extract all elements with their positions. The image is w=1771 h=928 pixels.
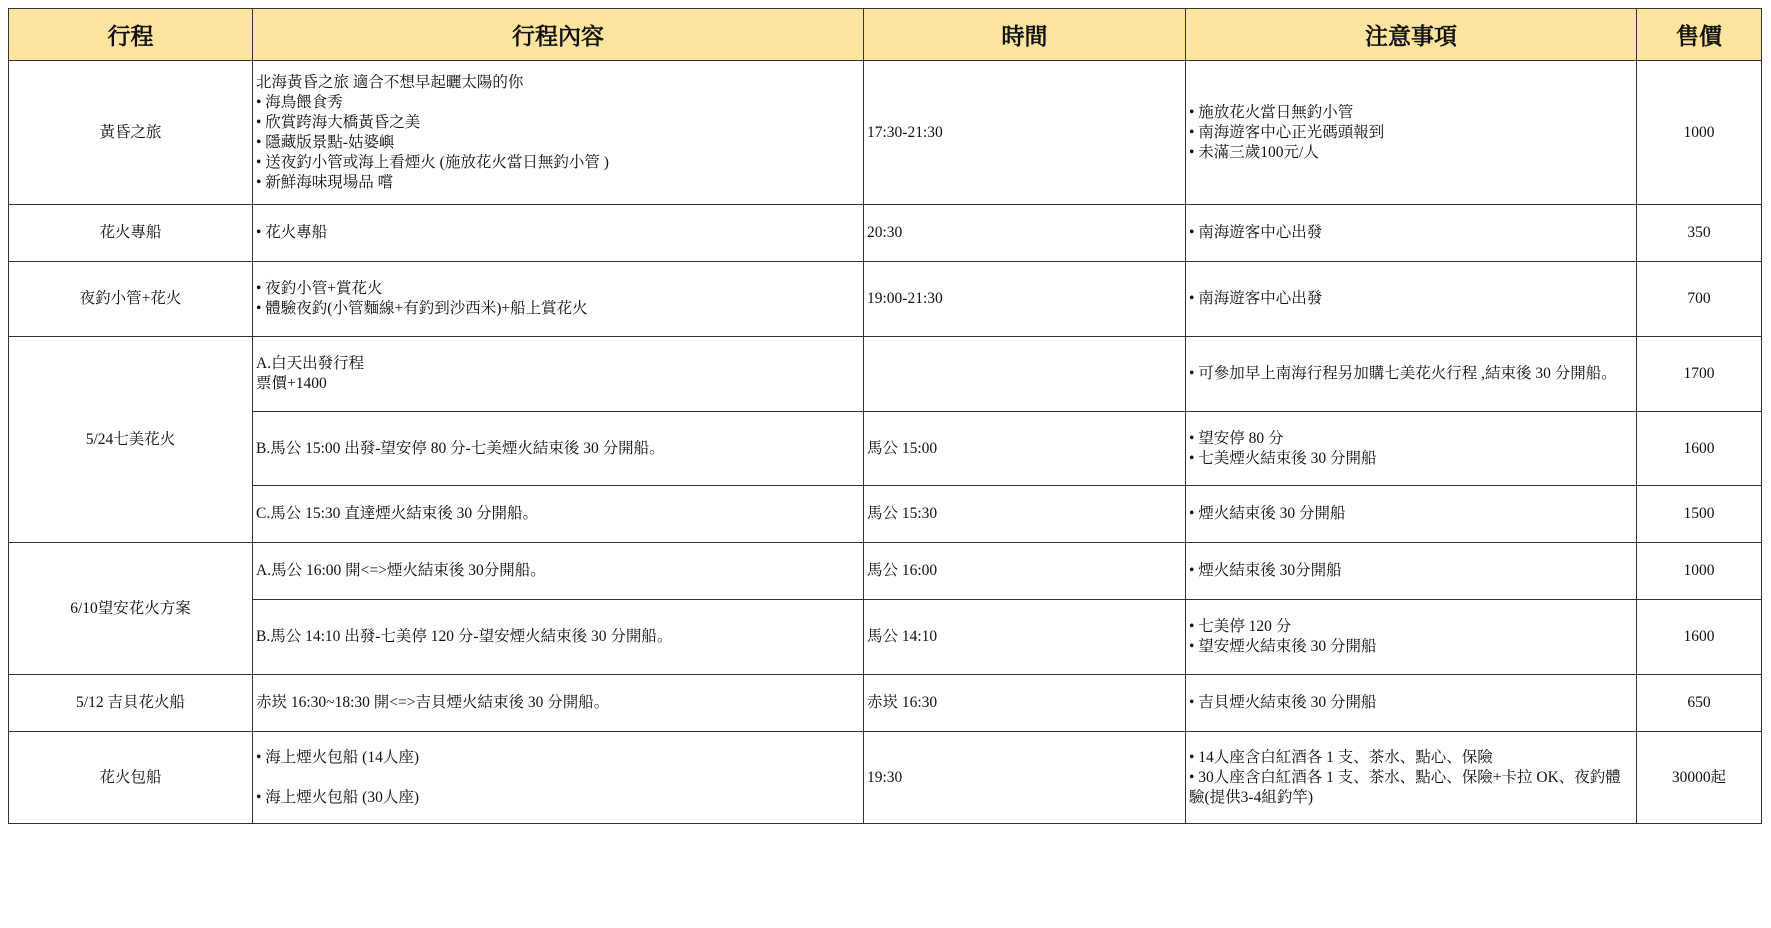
tour-content-cell-line: • 海上煙火包船 (14人座) — [256, 748, 420, 766]
tour-notes-cell-line: • 14人座含白紅酒各 1 支、茶水、點心、保險 — [1189, 748, 1493, 766]
tour-time-cell: 馬公 16:00 — [864, 543, 1186, 600]
tour-notes-cell-line: • 南海遊客中心正光碼頭報到 — [1189, 123, 1385, 141]
tour-time-cell: 19:00-21:30 — [864, 262, 1186, 337]
header-notes: 注意事項 — [1186, 9, 1637, 61]
tour-content-cell — [253, 732, 864, 824]
tour-name-cell: 6/10望安花火方案 — [9, 543, 253, 675]
tour-name-cell: 花火包船 — [9, 732, 253, 824]
tour-notes-cell-line: • 可參加早上南海行程另加購七美花火行程 ,結束後 30 分開船。 — [1189, 365, 1617, 382]
tour-notes-cell — [1186, 486, 1637, 543]
tour-name-cell: 5/12 吉貝花火船 — [9, 675, 253, 732]
tour-price-cell: 700 — [1637, 262, 1762, 337]
table-row — [9, 543, 1762, 600]
tour-notes-cell-line: • 未滿三歲100元/人 — [1189, 143, 1319, 161]
header-content: 行程內容 — [253, 9, 864, 61]
table-body — [9, 61, 1762, 824]
tour-content-cell — [253, 600, 864, 675]
tour-content-cell — [253, 337, 864, 412]
tour-name-cell: 花火專船 — [9, 205, 253, 262]
tour-price-cell: 1700 — [1637, 337, 1762, 412]
table-row — [9, 486, 1762, 543]
table-row — [9, 412, 1762, 486]
tour-content-cell — [253, 205, 864, 262]
tour-time-cell: 17:30-21:30 — [864, 61, 1186, 205]
table-row — [9, 675, 1762, 732]
tour-content-cell-line — [256, 768, 860, 788]
tour-notes-cell-line: • 煙火結束後 30分開船 — [1189, 562, 1342, 579]
tour-price-cell: 350 — [1637, 205, 1762, 262]
tour-time-cell: 馬公 15:30 — [864, 486, 1186, 543]
tour-notes-cell-line: • 30人座含白紅酒各 1 支、茶水、點心、保險+卡拉 OK、夜釣體驗(提供3-4組釣竿) — [1189, 768, 1621, 806]
tour-price-cell: 650 — [1637, 675, 1762, 732]
tour-notes-cell-line: • 吉貝煙火結束後 30 分開船 — [1189, 694, 1377, 711]
tour-time-cell: 赤崁 16:30 — [864, 675, 1186, 732]
tour-content-cell-line: A.馬公 16:00 開<=>煙火結束後 30分開船。 — [256, 562, 546, 579]
tour-time-cell — [864, 337, 1186, 412]
tour-content-cell-line: • 花火專船 — [256, 224, 328, 241]
tour-notes-cell-line: • 煙火結束後 30 分開船 — [1189, 505, 1346, 522]
tour-content-cell-line: B.馬公 14:10 出發-七美停 120 分-望安煙火結束後 30 分開船。 — [256, 628, 673, 645]
tour-content-cell-line: • 新鮮海味現場品 嚐 — [256, 173, 394, 191]
tour-price-cell: 1600 — [1637, 412, 1762, 486]
tour-content-cell — [253, 675, 864, 732]
tour-name-cell: 5/24七美花火 — [9, 337, 253, 543]
tour-content-cell — [253, 486, 864, 543]
tour-time-cell: 19:30 — [864, 732, 1186, 824]
tour-notes-cell — [1186, 262, 1637, 337]
tour-name-cell: 黃昏之旅 — [9, 61, 253, 205]
tour-time-cell: 馬公 14:10 — [864, 600, 1186, 675]
tour-price-cell: 1000 — [1637, 61, 1762, 205]
tour-time-cell: 20:30 — [864, 205, 1186, 262]
tour-price-cell: 1500 — [1637, 486, 1762, 543]
tour-content-cell — [253, 262, 864, 337]
header-price: 售價 — [1637, 9, 1762, 61]
tour-content-cell-line: A.白天出發行程 — [256, 355, 365, 372]
header-time: 時間 — [864, 9, 1186, 61]
tour-notes-cell — [1186, 337, 1637, 412]
table-row — [9, 205, 1762, 262]
tour-time-cell: 馬公 15:00 — [864, 412, 1186, 486]
tour-content-cell-line: 票價+1400 — [256, 375, 327, 392]
tour-content-cell-line: • 體驗夜釣(小管麵線+有釣到沙西米)+船上賞花火 — [256, 300, 588, 317]
tour-price-cell: 30000起 — [1637, 732, 1762, 824]
tour-notes-cell-line: • 南海遊客中心出發 — [1189, 290, 1323, 307]
tour-notes-cell-line: • 施放花火當日無釣小管 — [1189, 103, 1354, 121]
tour-notes-cell-line: • 七美停 120 分 — [1189, 618, 1292, 635]
table-row — [9, 600, 1762, 675]
table-row — [9, 61, 1762, 205]
tour-content-cell-line: • 送夜釣小管或海上看煙火 (施放花火當日無釣小管 ) — [256, 153, 609, 171]
tour-price-cell: 1600 — [1637, 600, 1762, 675]
tour-notes-cell — [1186, 543, 1637, 600]
header-row — [9, 9, 1762, 61]
table-row — [9, 732, 1762, 824]
tour-content-cell-line: 赤崁 16:30~18:30 開<=>吉貝煙火結束後 30 分開船。 — [256, 694, 610, 711]
tour-content-cell-line: • 隱藏版景點-姑婆嶼 — [256, 133, 395, 151]
tour-notes-cell-line: • 南海遊客中心出發 — [1189, 224, 1323, 241]
tour-price-table — [8, 8, 1762, 824]
tour-content-cell-line: • 夜釣小管+賞花火 — [256, 280, 383, 297]
tour-notes-cell — [1186, 61, 1637, 205]
tour-content-cell — [253, 543, 864, 600]
tour-notes-cell-line: • 望安煙火結束後 30 分開船 — [1189, 638, 1377, 655]
tour-content-cell-line: • 海上煙火包船 (30人座) — [256, 788, 420, 806]
tour-name-cell: 夜釣小管+花火 — [9, 262, 253, 337]
tour-content-cell-line: 北海黃昏之旅 適合不想早起曬太陽的你 — [256, 73, 524, 91]
tour-content-cell-line: C.馬公 15:30 直達煙火結束後 30 分開船。 — [256, 505, 539, 522]
table-row — [9, 337, 1762, 412]
tour-content-cell — [253, 61, 864, 205]
tour-notes-cell — [1186, 205, 1637, 262]
tour-content-cell-line: • 海鳥餵食秀 — [256, 93, 343, 111]
tour-price-cell: 1000 — [1637, 543, 1762, 600]
tour-notes-cell — [1186, 600, 1637, 675]
tour-content-cell-line: B.馬公 15:00 出發-望安停 80 分-七美煙火結束後 30 分開船。 — [256, 439, 665, 457]
tour-notes-cell-line: • 七美煙火結束後 30 分開船 — [1189, 449, 1377, 467]
tour-notes-cell — [1186, 675, 1637, 732]
tour-notes-cell — [1186, 412, 1637, 486]
tour-notes-cell — [1186, 732, 1637, 824]
table-row — [9, 262, 1762, 337]
tour-content-cell — [253, 412, 864, 486]
tour-notes-cell-line: • 望安停 80 分 — [1189, 429, 1284, 447]
tour-content-cell-line: • 欣賞跨海大橋黃昏之美 — [256, 113, 421, 131]
header-tour: 行程 — [9, 9, 253, 61]
